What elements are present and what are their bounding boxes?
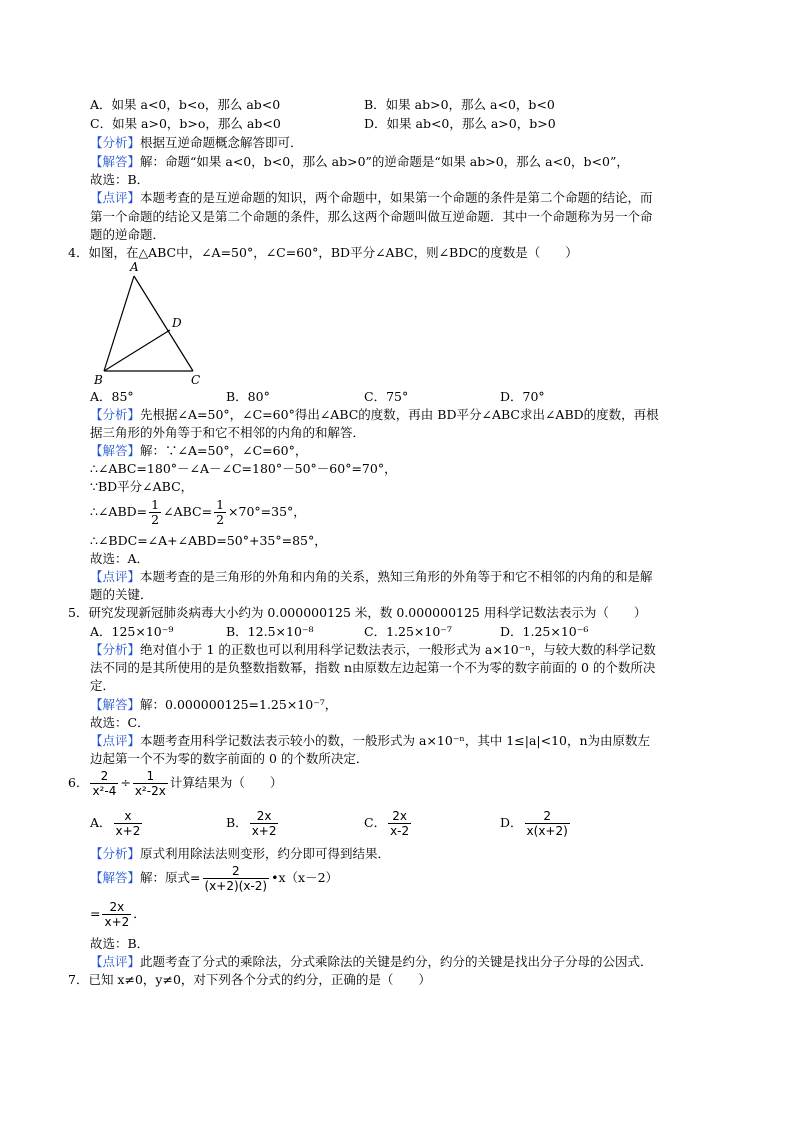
fraction-1: $\frac{2}{\text{x²-4}}$ xyxy=(92,769,117,798)
q6-analysis: 【分析】原式利用除法法则变形，约分即可得到结果． xyxy=(90,846,391,861)
fraction-2: $\frac{1}{\text{x²-2x}}$ xyxy=(134,769,166,798)
q5-option-c: C．1.25×10⁻⁷ xyxy=(364,624,452,639)
q4-solution-line3: ∵BD平分∠ABC， xyxy=(90,479,194,494)
q4-stem: 4．如图，在△ABC中，∠A=50°，∠C=60°，BD平分∠ABC，则∠BDC的度数是（ ） xyxy=(68,245,578,260)
fraction-result: $\frac{2x}{x+2}$ xyxy=(104,900,130,929)
q4-analysis: 【分析】先根据∠A=50°，∠C=60°得出∠ABC的度数，再由 BD平分∠ABC求出∠ABD的度数，再根 xyxy=(90,407,659,422)
q7-stem: 7．已知 x≠0，y≠0，对下列各个分式的约分，正确的是（ ） xyxy=(68,972,431,987)
q6-solution: 【解答】解：原式= $\frac{2}{(x+2)(x-2)}$ •x（x－2） xyxy=(90,864,339,893)
comment-tag: 【点评】 xyxy=(90,733,141,748)
side-ab xyxy=(104,276,134,371)
q6-comment: 【点评】此题考查了分式的乘除法，分式乘除法的关键是约分，约分的关键是找出分子分母的公因式． xyxy=(90,954,653,969)
label-b: B xyxy=(94,373,103,387)
q5-option-b: B．12.5×10⁻⁸ xyxy=(226,624,314,639)
q4-option-a: A．85° xyxy=(90,389,134,404)
comment-tag: 【点评】 xyxy=(90,569,141,584)
q5-choice: 故选：C． xyxy=(90,715,150,730)
q3-option-c: C．如果 a>0，b>o，那么 ab<0 xyxy=(90,116,281,131)
q3-comment: 【点评】本题考查的是互逆命题的知识，两个命题中，如果第一个命题的条件是第二个命题的结论，而 xyxy=(90,190,653,205)
analysis-tag: 【分析】 xyxy=(90,135,141,150)
q6-solution-result: = $\frac{2x}{x+2}$ ． xyxy=(90,900,146,929)
q5-analysis-line2: 法不同的是其所使用的是负整数指数幂，指数 n由原数左边起第一个不为零的数字前面的 0 的个数所决 xyxy=(90,660,656,675)
label-c: C xyxy=(191,373,200,387)
fraction-half: $\frac{1}{2}$ xyxy=(216,497,225,527)
q5-comment-line2: 边起第一个不为零的数字前面的 0 的个数所决定． xyxy=(90,751,369,766)
bisector-bd xyxy=(104,330,170,371)
q3-option-d: D．如果 ab<0，那么 a>0，b>0 xyxy=(364,116,556,131)
q4-solution-line4: ∴∠ABD= $\frac{1}{2}$ ∠ABC= $\frac{1}{2}$ ×70°=35°， xyxy=(90,497,306,527)
q4-option-d: D．70° xyxy=(500,389,545,404)
q6-option-d: D． $\frac{2}{x(x+2)}$ xyxy=(500,809,568,838)
q3-solution: 【解答】解：命题“如果 a<0，b<0，那么 ab>0”的逆命题是“如果 ab>0，那么 a<0，b<0”， xyxy=(90,154,629,169)
q5-analysis-line3: 定． xyxy=(90,678,116,693)
q4-comment: 【点评】本题考查的是三角形的外角和内角的关系，熟知三角形的外角等于和它不相邻的内角的和是解 xyxy=(90,569,653,584)
q6-option-a: A． $\frac{x}{x+2}$ xyxy=(90,809,141,838)
comment-tag: 【点评】 xyxy=(90,190,141,205)
q3-analysis: 【分析】根据互逆命题概念解答即可． xyxy=(90,135,303,150)
q4-choice: 故选：A． xyxy=(90,551,150,566)
solution-tag: 【解答】 xyxy=(90,697,141,712)
solution-tag: 【解答】 xyxy=(90,154,141,169)
analysis-tag: 【分析】 xyxy=(90,846,141,861)
q4-option-b: B．80° xyxy=(226,389,270,404)
triangle-figure xyxy=(90,258,200,388)
q5-comment: 【点评】本题考查用科学记数法表示较小的数，一般形式为 a×10⁻ⁿ，其中 1≤|a|<10，n为由原数左 xyxy=(90,733,651,748)
q4-solution-line2: ∴∠ABC=180°－∠A－∠C=180°－50°－60°=70°， xyxy=(90,461,397,476)
q5-solution: 【解答】解：0.000000125=1.25×10⁻⁷， xyxy=(90,697,338,712)
q4-analysis-line2: 据三角形的外角等于和它不相邻的内角的和解答． xyxy=(90,425,366,440)
q4-solution-line5: ∴∠BDC=∠A+∠ABD=50°+35°=85°， xyxy=(90,533,327,548)
q6-option-c: C． $\frac{2x}{x-2}$ xyxy=(364,809,410,838)
fraction-half: $\frac{1}{2}$ xyxy=(151,497,160,527)
label-d: D xyxy=(172,316,182,330)
q4-solution: 【解答】解：∵∠A=50°，∠C=60°， xyxy=(90,443,308,458)
q3-choice: 故选：B． xyxy=(90,172,150,187)
q3-comment-line2: 第一个命题的结论又是第二个命题的条件，那么这两个命题叫做互逆命题．其中一个命题称为另一个命 xyxy=(90,209,653,224)
q5-option-d: D．1.25×10⁻⁶ xyxy=(500,624,589,639)
q6-option-b: B． $\frac{2x}{x+2}$ xyxy=(226,809,277,838)
analysis-tag: 【分析】 xyxy=(90,642,141,657)
analysis-tag: 【分析】 xyxy=(90,407,141,422)
label-a: A xyxy=(130,260,139,274)
q6-choice: 故选：B． xyxy=(90,936,150,951)
solution-tag: 【解答】 xyxy=(90,870,141,885)
q3-option-a: A．如果 a<0，b<o，那么 ab<0 xyxy=(90,97,281,112)
q6-stem: 6． $\frac{2}{\text{x²-4}}$ ÷ $\frac{1}{\text{x²-2x}}$ 计算结果为（ ） xyxy=(68,769,283,798)
q4-comment-line2: 题的关键． xyxy=(90,587,153,602)
fraction-solution: $\frac{2}{(x+2)(x-2)}$ xyxy=(204,864,268,893)
solution-tag: 【解答】 xyxy=(90,443,141,458)
side-ac xyxy=(134,276,193,371)
q4-option-c: C．75° xyxy=(364,389,409,404)
q3-option-b: B．如果 ab>0，那么 a<0，b<0 xyxy=(364,97,555,112)
q5-option-a: A．125×10⁻⁹ xyxy=(90,624,174,639)
comment-tag: 【点评】 xyxy=(90,954,141,969)
q5-stem: 5．研究发现新冠肺炎病毒大小约为 0.000000125 米，数 0.000000125 用科学记数法表示为（ ） xyxy=(68,605,647,620)
q5-analysis: 【分析】绝对值小于 1 的正数也可以利用科学记数法表示，一般形式为 a×10⁻ⁿ，与较大数的科学记数 xyxy=(90,642,656,657)
q3-comment-line3: 题的逆命题． xyxy=(90,227,166,242)
